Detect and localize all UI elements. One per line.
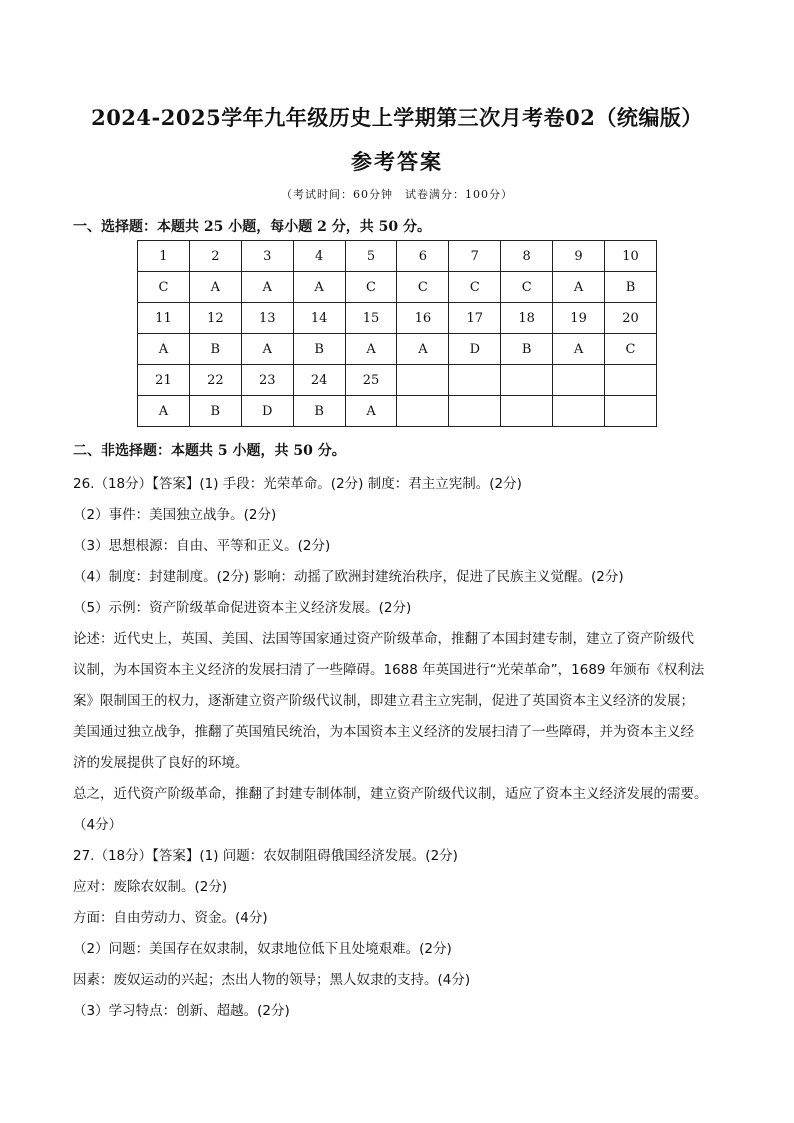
table-cell: 2 bbox=[189, 241, 241, 272]
table-cell bbox=[397, 396, 449, 427]
table-row bbox=[138, 396, 657, 427]
table-cell: 3 bbox=[241, 241, 293, 272]
table-cell: C bbox=[605, 334, 657, 365]
page-title: 2024-2025学年九年级历史上学期第三次月考卷02（统编版） bbox=[91, 105, 703, 130]
answer-line: （5）示例：资产阶级革命促进资本主义经济发展。(2分) bbox=[73, 600, 412, 616]
answer-line: 26.（18分）【答案】(1) 手段：光荣革命。(2分) 制度：君主立宪制。(2分) bbox=[73, 476, 522, 492]
table-cell: A bbox=[293, 272, 345, 303]
table-cell: 4 bbox=[293, 241, 345, 272]
table-cell: C bbox=[501, 272, 553, 303]
table-cell bbox=[397, 365, 449, 396]
table-cell bbox=[449, 365, 501, 396]
table-cell: C bbox=[397, 272, 449, 303]
answer-line: 美国通过独立战争，推翻了英国殖民统治，为本国资本主义经济的发展扫清了一些障碍，并为资本主义经 bbox=[73, 724, 694, 740]
section-heading-nonchoice: 二、非选择题：本题共 5 小题，共 50 分。 bbox=[73, 443, 346, 459]
table-cell: A bbox=[138, 396, 190, 427]
answer-line: 案》限制国王的权力，逐渐建立资产阶级代议制，即建立君主立宪制，促进了英国资本主义经济的发展； bbox=[73, 693, 694, 709]
table-cell: 8 bbox=[501, 241, 553, 272]
table-cell: A bbox=[241, 272, 293, 303]
table-cell: 5 bbox=[345, 241, 397, 272]
table-cell bbox=[449, 396, 501, 427]
answer-line: （3）学习特点：创新、超越。(2分) bbox=[73, 1003, 290, 1019]
table-cell: B bbox=[189, 396, 241, 427]
table-cell: B bbox=[293, 334, 345, 365]
table-cell: 25 bbox=[345, 365, 397, 396]
table-cell: 12 bbox=[189, 303, 241, 334]
answer-line: 方面：自由劳动力、资金。(4分) bbox=[73, 910, 268, 926]
table-cell: D bbox=[449, 334, 501, 365]
table-cell: 22 bbox=[189, 365, 241, 396]
answer-line: （2）问题：美国存在奴隶制，奴隶地位低下且处境艰难。(2分) bbox=[73, 941, 452, 957]
table-cell: 7 bbox=[449, 241, 501, 272]
table-cell: A bbox=[241, 334, 293, 365]
table-cell: 1 bbox=[138, 241, 190, 272]
table-cell bbox=[553, 396, 605, 427]
table-cell bbox=[605, 365, 657, 396]
table-row bbox=[138, 334, 657, 365]
table-cell bbox=[605, 396, 657, 427]
table-cell: A bbox=[189, 272, 241, 303]
table-cell: B bbox=[605, 272, 657, 303]
table-cell bbox=[501, 365, 553, 396]
table-cell: A bbox=[138, 334, 190, 365]
table-cell: 6 bbox=[397, 241, 449, 272]
table-cell: 18 bbox=[501, 303, 553, 334]
table-cell: 17 bbox=[449, 303, 501, 334]
table-cell: 14 bbox=[293, 303, 345, 334]
table-cell: 24 bbox=[293, 365, 345, 396]
section-heading-choice: 一、选择题：本题共 25 小题，每小题 2 分，共 50 分。 bbox=[73, 219, 431, 235]
table-cell: 19 bbox=[553, 303, 605, 334]
answer-line: 因素：废奴运动的兴起；杰出人物的领导；黑人奴隶的支持。(4分) bbox=[73, 972, 471, 988]
table-cell: A bbox=[553, 272, 605, 303]
table-cell: A bbox=[553, 334, 605, 365]
answer-line: （4）制度：封建制度。(2分) 影响：动摇了欧洲封建统治秩序，促进了民族主义觉醒。(2分) bbox=[73, 569, 624, 585]
table-cell: A bbox=[397, 334, 449, 365]
answer-line: 总之，近代资产阶级革命，推翻了封建专制体制，建立资产阶级代议制，适应了资本主义经济发展的需要。 bbox=[73, 786, 708, 802]
table-cell: C bbox=[138, 272, 190, 303]
answer-line: 论述：近代史上，英国、美国、法国等国家通过资产阶级革命，推翻了本国封建专制，建立了资产阶级代 bbox=[73, 631, 694, 647]
table-cell: B bbox=[293, 396, 345, 427]
answer-line: （2）事件：美国独立战争。(2分) bbox=[73, 507, 277, 523]
table-cell: D bbox=[241, 396, 293, 427]
table-cell: 16 bbox=[397, 303, 449, 334]
table-cell: 10 bbox=[605, 241, 657, 272]
table-cell bbox=[553, 365, 605, 396]
answer-line: 济的发展提供了良好的环境。 bbox=[73, 755, 249, 771]
table-row bbox=[138, 365, 657, 396]
exam-note: （考试时间：60分钟 试卷满分：100分） bbox=[281, 188, 513, 201]
answer-table bbox=[137, 240, 657, 427]
table-cell: 9 bbox=[553, 241, 605, 272]
table-cell: 21 bbox=[138, 365, 190, 396]
answer-line: 27.（18分）【答案】(1) 问题：农奴制阻碍俄国经济发展。(2分) bbox=[73, 848, 458, 864]
table-row bbox=[138, 303, 657, 334]
answer-line: 应对：废除农奴制。(2分) bbox=[73, 879, 228, 895]
page-subtitle: 参考答案 bbox=[351, 149, 443, 174]
table-cell: 11 bbox=[138, 303, 190, 334]
table-cell: B bbox=[501, 334, 553, 365]
table-cell: 23 bbox=[241, 365, 293, 396]
table-cell: B bbox=[189, 334, 241, 365]
table-cell: 20 bbox=[605, 303, 657, 334]
table-cell: A bbox=[345, 396, 397, 427]
table-cell: C bbox=[449, 272, 501, 303]
table-cell: A bbox=[345, 334, 397, 365]
table-cell: 13 bbox=[241, 303, 293, 334]
table-cell: C bbox=[345, 272, 397, 303]
answer-line: （3）思想根源：自由、平等和正义。(2分) bbox=[73, 538, 331, 554]
answer-line: 议制，为本国资本主义经济的发展扫清了一些障碍。1688 年英国进行“光荣革命”，1689 年颁布《权利法 bbox=[73, 662, 705, 678]
table-cell: 15 bbox=[345, 303, 397, 334]
answer-line: （4分） bbox=[73, 817, 123, 833]
table-row bbox=[138, 241, 657, 272]
table-row bbox=[138, 272, 657, 303]
table-cell bbox=[501, 396, 553, 427]
